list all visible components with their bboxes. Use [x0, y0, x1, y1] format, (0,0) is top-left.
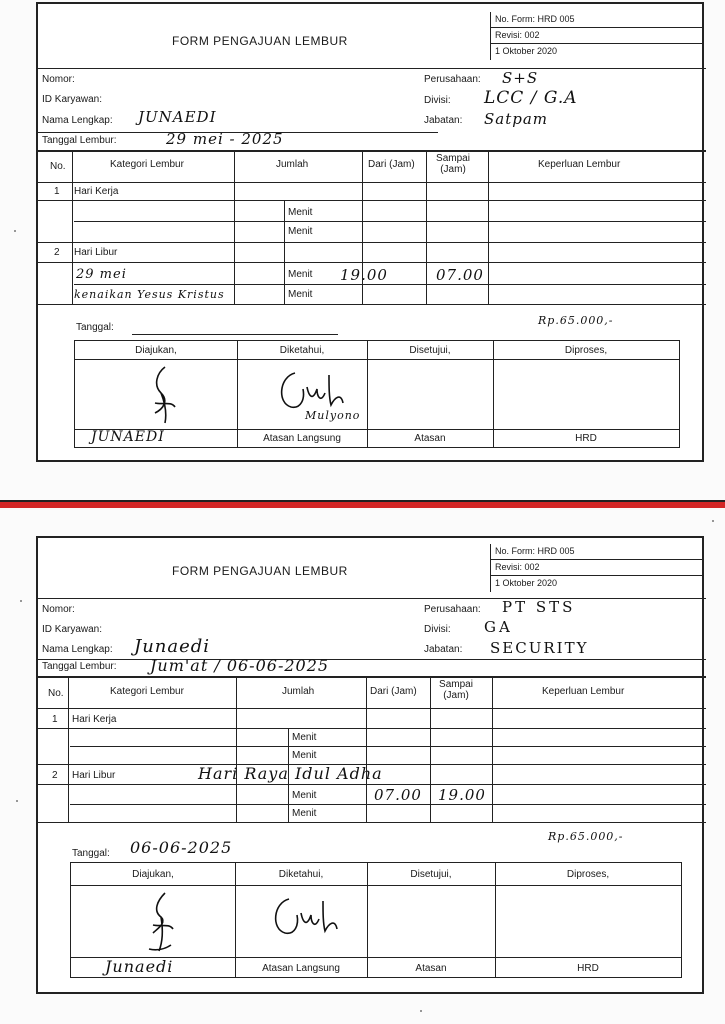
atasan-langsung-label: Atasan Langsung: [262, 963, 340, 974]
col-sampai-header-line1: Sampai: [436, 153, 470, 164]
tanggal-label: Tanggal:: [72, 848, 110, 859]
tanggal-label: Tanggal:: [76, 322, 114, 333]
perusahaan-value: PT STS: [502, 598, 576, 616]
overtime-form-2: [36, 536, 704, 994]
signature-diketahui: [267, 891, 347, 951]
approval-box: [70, 862, 682, 978]
atasan-langsung-label: Atasan Langsung: [263, 433, 341, 444]
form-title: FORM PENGAJUAN LEMBUR: [172, 564, 348, 578]
id-karyawan-label: ID Karyawan:: [42, 94, 103, 105]
nama-lengkap-value: JUNAEDI: [138, 108, 217, 126]
row-1-no: 1: [52, 714, 58, 725]
divisi-value: LCC / G.A: [484, 88, 578, 108]
row-2-dari-value: 19.00: [340, 266, 388, 284]
perusahaan-label: Perusahaan:: [424, 604, 481, 615]
form-revision-date: 1 Oktober 2020: [495, 46, 558, 56]
col-keperluan-header: Keperluan Lembur: [542, 686, 625, 697]
form-number-box: [490, 12, 704, 60]
signature-diajukan: [131, 889, 191, 955]
hrd-label: HRD: [577, 963, 599, 974]
form-number: No. Form: HRD 005: [491, 12, 704, 28]
diketahui-label: Diketahui,: [278, 869, 324, 880]
perusahaan-value: S+S: [502, 69, 539, 87]
row-2-sampai-value: 07.00: [436, 266, 484, 284]
col-sampai-header-line2: (Jam): [440, 164, 466, 175]
diajukan-nama: JUNAEDI: [91, 429, 165, 445]
signature-diajukan: [135, 363, 195, 427]
diketahui-label: Diketahui,: [279, 345, 325, 356]
disetujui-label: Disetujui,: [410, 869, 452, 880]
row-2-no: 2: [54, 247, 60, 258]
scan-speck: [14, 230, 16, 232]
nominal-note: Rp.65.000,-: [548, 830, 624, 843]
overtime-form-1: [36, 2, 704, 462]
jabatan-label: Jabatan:: [424, 115, 463, 126]
row-1-kategori: Hari Kerja: [74, 186, 119, 197]
row-1-no: 1: [54, 186, 60, 197]
col-kategori-header: Kategori Lembur: [110, 686, 184, 697]
row-2-menit-b: Menit: [288, 289, 313, 300]
row-2-keterangan-1: 29 mei: [76, 267, 127, 282]
row-2-keterangan-2: kenaikan Yesus Kristus: [74, 288, 225, 301]
tanggal-lembur-value: 29 mei - 2025: [166, 130, 284, 148]
col-dari-header: Dari (Jam): [368, 159, 415, 170]
row-2-kategori: Hari Libur: [74, 247, 118, 258]
tanggal-value: 06-06-2025: [130, 838, 233, 857]
scan-speck: [16, 800, 18, 802]
col-jumlah-header: Jumlah: [282, 686, 315, 697]
tanggal-line: [132, 334, 338, 335]
row-2-menit-a: Menit: [292, 790, 317, 801]
divisi-label: Divisi:: [424, 624, 451, 635]
row-2-menit-b: Menit: [292, 808, 317, 819]
form-revision: Revisi: 002: [491, 28, 704, 44]
scan-speck: [712, 520, 714, 522]
col-no-header: No.: [50, 161, 66, 172]
col-jumlah-header: Jumlah: [276, 159, 309, 170]
row-2-kategori: Hari Libur: [72, 770, 116, 781]
col-sampai-header-line1: Sampai: [439, 679, 473, 690]
disetujui-label: Disetujui,: [409, 345, 451, 356]
nominal-note: Rp.65.000,-: [538, 314, 614, 327]
approval-box: [74, 340, 680, 448]
scan-speck: [20, 600, 22, 602]
diajukan-nama: Junaedi: [105, 957, 174, 976]
col-sampai-header-line2: (Jam): [443, 690, 469, 701]
form-title: FORM PENGAJUAN LEMBUR: [172, 34, 348, 48]
nomor-label: Nomor:: [42, 74, 75, 85]
form-number-box: [490, 544, 704, 592]
row-1-menit-a: Menit: [288, 207, 313, 218]
row-1-menit-b: Menit: [292, 750, 317, 761]
divisi-label: Divisi:: [424, 95, 451, 106]
row-2-no: 2: [52, 770, 58, 781]
row-2-sampai-value: 19.00: [438, 786, 486, 804]
form-number: No. Form: HRD 005: [491, 544, 704, 560]
page-divider: [0, 500, 725, 508]
atasan-label: Atasan: [414, 433, 446, 444]
divisi-value: GA: [484, 618, 513, 636]
nama-lengkap-label: Nama Lengkap:: [42, 644, 113, 655]
jabatan-value: SECURITY: [490, 639, 589, 657]
tanggal-lembur-label: Tanggal Lembur:: [42, 135, 117, 146]
nama-lengkap-value: Junaedi: [134, 636, 211, 657]
row-2-menit-a: Menit: [288, 269, 313, 280]
diajukan-label: Diajukan,: [132, 869, 174, 880]
tanggal-lembur-value: Jum'at / 06-06-2025: [150, 656, 330, 675]
diajukan-label: Diajukan,: [135, 345, 177, 356]
jabatan-value: Satpam: [484, 110, 549, 128]
col-no-header: No.: [48, 688, 64, 699]
diproses-label: Diproses,: [566, 869, 610, 880]
hrd-label: HRD: [575, 433, 597, 444]
row-1-menit-b: Menit: [288, 226, 313, 237]
col-keperluan-header: Keperluan Lembur: [538, 159, 621, 170]
id-karyawan-label: ID Karyawan:: [42, 624, 103, 635]
col-sampai-header: [434, 679, 478, 701]
scan-speck: [420, 1010, 422, 1012]
col-sampai-header: [431, 153, 475, 175]
atasan-label: Atasan: [415, 963, 447, 974]
jabatan-label: Jabatan:: [424, 644, 463, 655]
row-2-keterangan-1: Hari Raya Idul Adha: [198, 764, 383, 783]
perusahaan-label: Perusahaan:: [424, 74, 481, 85]
nama-lengkap-label: Nama Lengkap:: [42, 115, 113, 126]
row-1-kategori: Hari Kerja: [72, 714, 117, 725]
diketahui-nama: Mulyono: [305, 409, 361, 422]
col-dari-header: Dari (Jam): [370, 686, 417, 697]
nomor-label: Nomor:: [42, 604, 75, 615]
col-kategori-header: Kategori Lembur: [110, 159, 184, 170]
form-revision: Revisi: 002: [491, 560, 704, 576]
tanggal-lembur-label: Tanggal Lembur:: [42, 661, 117, 672]
diproses-label: Diproses,: [564, 345, 608, 356]
row-2-dari-value: 07.00: [374, 786, 422, 804]
form-revision-date: 1 Oktober 2020: [495, 578, 558, 588]
row-1-menit-a: Menit: [292, 732, 317, 743]
